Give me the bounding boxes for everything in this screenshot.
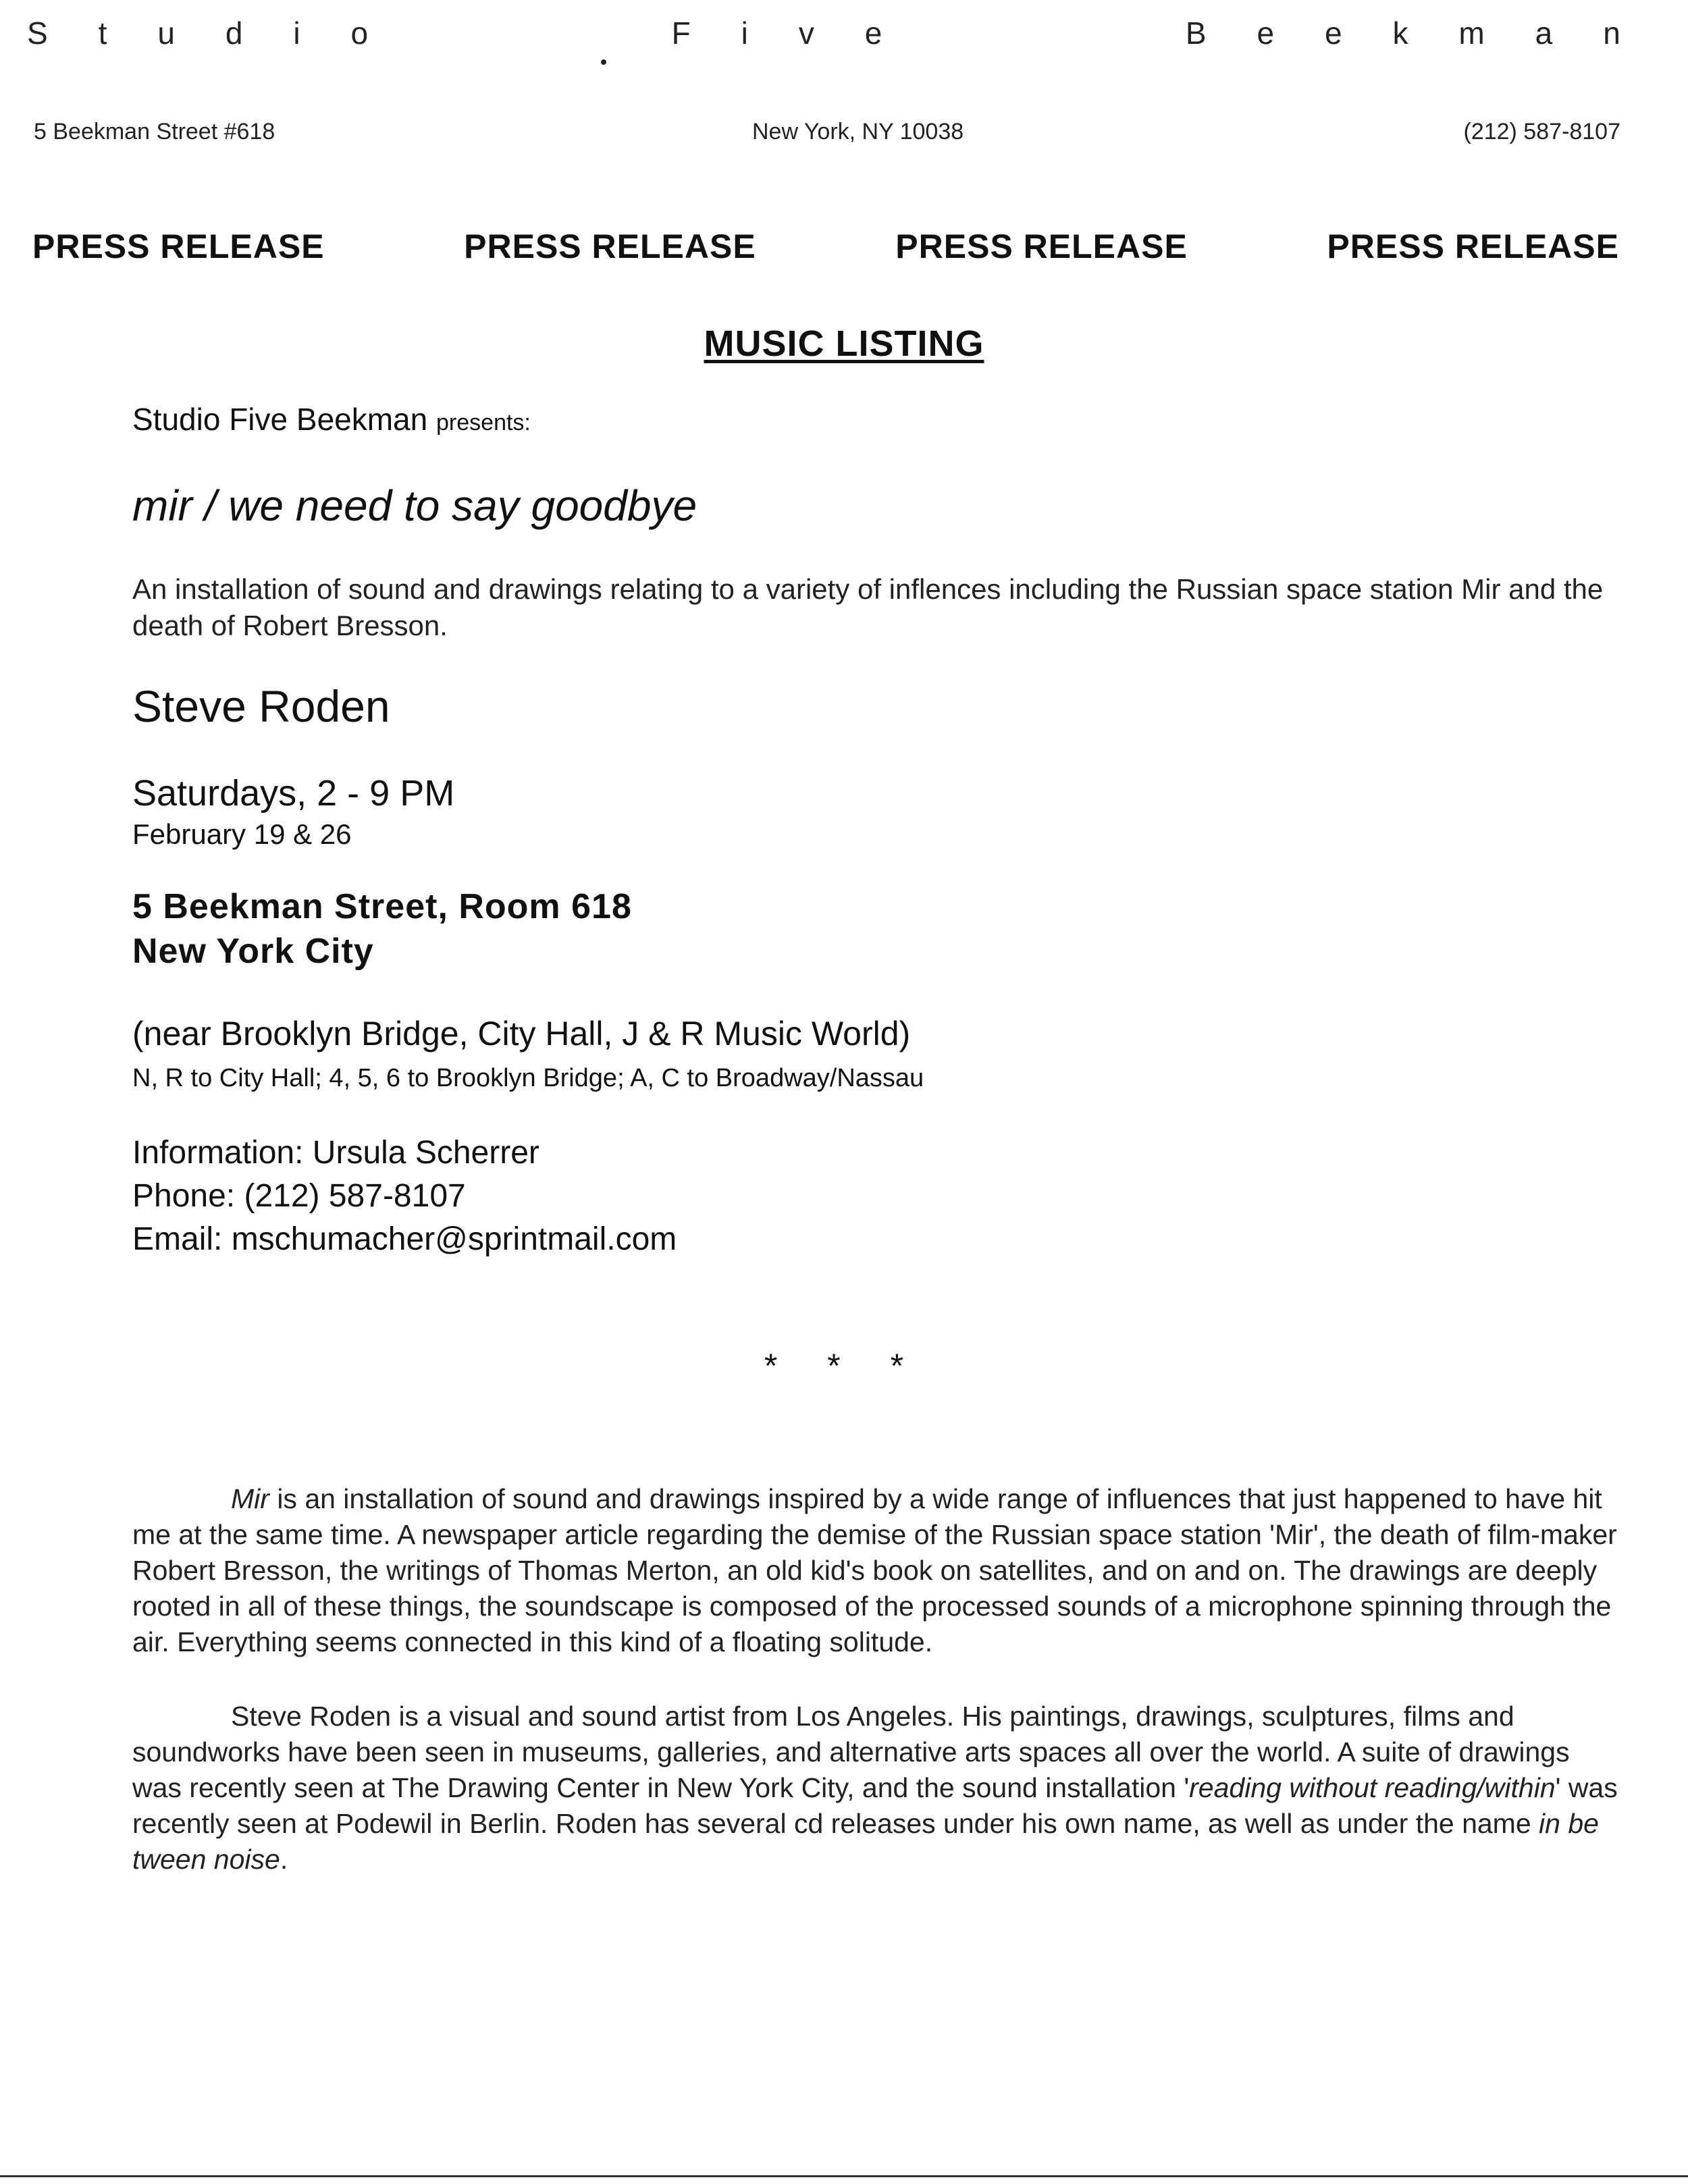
letterhead-letter: m bbox=[1458, 16, 1485, 51]
letterhead-letter: e bbox=[864, 16, 882, 51]
letterhead-letter: i bbox=[741, 16, 748, 51]
directions-near: (near Brooklyn Bridge, City Hall, J & R Music World) bbox=[132, 1015, 911, 1053]
schedule-dates: February 19 & 26 bbox=[132, 818, 352, 850]
letterhead-letter: u bbox=[157, 16, 175, 51]
press-release-label: PRESS RELEASE bbox=[464, 228, 756, 265]
music-listing-heading: MUSIC LISTING bbox=[704, 323, 984, 364]
contact-information: Information: Ursula Scherrer bbox=[132, 1135, 539, 1171]
letterhead-letter: e bbox=[1257, 16, 1275, 51]
bottom-rule bbox=[0, 2175, 1688, 2177]
paragraph-italic-title: reading without reading/within bbox=[1189, 1772, 1556, 1803]
paragraph-text: . bbox=[280, 1844, 288, 1875]
press-release-label: PRESS RELEASE bbox=[32, 228, 325, 265]
address-street: 5 Beekman Street #618 bbox=[34, 119, 275, 144]
paragraph-text: ' was recently seen at Podewil in Berlin. Roden has several cd releases under his own name, as well as under the name bbox=[132, 1772, 1618, 1839]
paragraph-italic-name: in be tween noise bbox=[132, 1808, 1599, 1875]
letterhead-dot bbox=[601, 59, 606, 65]
letterhead-letter: n bbox=[1603, 16, 1620, 51]
intro-description: An installation of sound and drawings relating to a variety of inflences including the Russian space station Mir and the death of Robert Bresson. bbox=[132, 573, 1604, 641]
schedule-days: Saturdays, 2 - 9 PM bbox=[132, 773, 455, 814]
venue-city: New York City bbox=[132, 932, 374, 971]
section-separator: * * * bbox=[764, 1347, 924, 1385]
letterhead-title bbox=[27, 15, 1620, 51]
address-city: New York, NY 10038 bbox=[752, 119, 964, 144]
letterhead-letter: a bbox=[1535, 16, 1553, 51]
presenter-name: Studio Five Beekman bbox=[132, 402, 428, 437]
paragraph-text: is an installation of sound and drawings inspired by a wide range of influences that just happened to have hit me at the same time. A newspaper article regarding the demise of the Russian space station 'Mir', the death of film-maker Robert Bresson, the writings of Thomas Merton, an old kid's book on satellites, and on and on. The drawings are deeply rooted in all of these things, the soundscape is composed of the processed sounds of a microphone spinning through the air. Everything seems connected in this kind of a floating solitude. bbox=[132, 1483, 1617, 1657]
paragraph-lead-italic: Mir bbox=[231, 1483, 269, 1514]
letterhead-letter: i bbox=[293, 16, 300, 51]
letterhead-letter: t bbox=[98, 16, 107, 51]
presents-label: presents: bbox=[436, 410, 531, 435]
press-release-row bbox=[32, 227, 1619, 266]
letterhead-letter: e bbox=[1324, 16, 1342, 51]
letterhead-letter: v bbox=[798, 16, 814, 51]
letterhead-letter: B bbox=[1185, 16, 1207, 51]
presenter-line bbox=[132, 401, 531, 437]
paragraph-text: Steve Roden is a visual and sound artist from Los Angeles. His paintings, drawings, sculptures, films and soundworks have been seen in museums, galleries, and alternative arts spaces all over the world. A suite of drawings was recently seen at The Drawing Center in New York City, and the sound installation ' bbox=[132, 1701, 1570, 1803]
letterhead-letter: F bbox=[671, 16, 691, 51]
show-title: mir / we need to say goodbye bbox=[132, 481, 697, 530]
address-phone: (212) 587-8107 bbox=[1463, 119, 1620, 144]
press-release-label: PRESS RELEASE bbox=[1327, 228, 1619, 265]
press-release-label: PRESS RELEASE bbox=[895, 228, 1188, 265]
venue-street: 5 Beekman Street, Room 618 bbox=[132, 887, 632, 926]
body-paragraph-mir bbox=[132, 1481, 1625, 1660]
contact-block bbox=[132, 1131, 677, 1261]
letterhead-letter: k bbox=[1392, 16, 1408, 51]
contact-phone: Phone: (212) 587-8107 bbox=[132, 1178, 466, 1214]
contact-email: Email: mschumacher@sprintmail.com bbox=[132, 1221, 677, 1257]
letterhead-letter: d bbox=[225, 16, 243, 51]
letterhead-letter: S bbox=[27, 16, 48, 51]
artist-name: Steve Roden bbox=[132, 681, 390, 731]
venue-block bbox=[132, 884, 632, 974]
directions-transit: N, R to City Hall; 4, 5, 6 to Brooklyn Bridge; A, C to Broadway/Nassau bbox=[132, 1064, 924, 1092]
body-paragraph-artist-bio bbox=[132, 1699, 1625, 1877]
letterhead-letter: o bbox=[350, 16, 369, 51]
